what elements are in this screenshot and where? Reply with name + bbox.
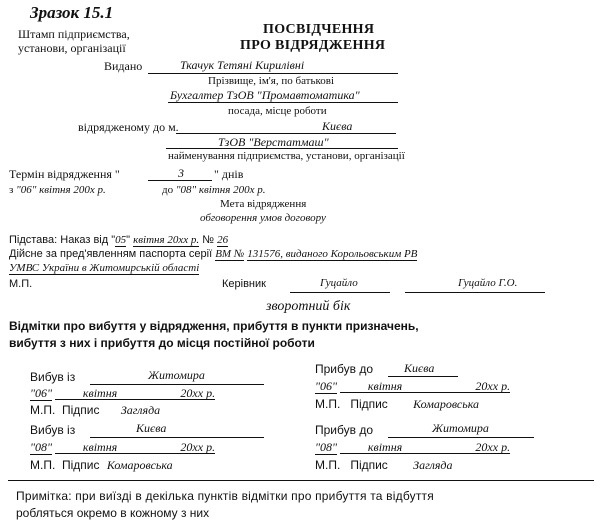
term-days: 3 (178, 166, 184, 180)
document-title-1: ПОСВІДЧЕННЯ (263, 22, 375, 37)
note-line-1: Примітка: при виїзді в декілька пунктів відмітки про прибуття та відбуття (16, 489, 434, 503)
block1-date: "06" квітня 20хх р. (30, 386, 216, 400)
block4-label: Прибув до (315, 423, 373, 437)
issued-name: Ткачук Тетяні Кирилівні (180, 58, 305, 72)
destination-org: ТзОВ "Верстатмаш" (218, 135, 329, 149)
block2-label: Прибув до (315, 362, 373, 376)
block4-sign: М.П. Підпис Загляда (315, 458, 453, 472)
block1-sign: М.П. Підпис Загляда (30, 403, 161, 417)
block3-label: Вибув із (30, 423, 76, 437)
reverse-heading-2: вибуття з них і прибуття до місця постійної роботи (9, 336, 315, 350)
block2-city: Києва (404, 361, 435, 375)
position-caption: посада, місце роботи (228, 105, 327, 117)
term-days-label: " днів (214, 167, 244, 181)
issued-label: Видано (104, 59, 143, 73)
block3-date: "08" квітня 20хх р. (30, 440, 216, 454)
passport-line-2: УМВС України в Житомирській області (9, 262, 200, 274)
basis-line: Підстава: Наказ від "05" квітня 20хх р. № 26 (9, 234, 229, 246)
block2-sign: М.П. Підпис Комаровська (315, 397, 480, 411)
document-title-2: ПРО ВІДРЯДЖЕННЯ (240, 38, 386, 53)
org-caption: найменування підприємства, установи, організації (168, 150, 405, 162)
block1-city: Житомира (148, 368, 205, 382)
passport-line: Дійсне за пред'явленням паспорта серії ВМ № 131576, виданого Корольовським РВ (9, 248, 418, 260)
stamp-line-1: Штамп підприємства, (18, 27, 130, 41)
reverse-title: зворотний бік (266, 299, 351, 314)
head-name: Гуцайло Г.О. (458, 277, 518, 289)
purpose-label: Мета відрядження (220, 198, 307, 210)
purpose-value: обговорення умов договору (200, 212, 326, 224)
reverse-heading-1: Відмітки про вибуття у відрядження, прибуття в пункти призначень, (9, 319, 419, 333)
block4-city: Житомира (432, 421, 489, 435)
separator-line (8, 480, 594, 481)
term-to: до "08" квітня 200х р. (162, 184, 266, 196)
head-signature: Гуцайло (320, 277, 358, 289)
note-line-2: робляться окремо в кожному з них (16, 506, 210, 520)
destination-label: відрядженому до м. (78, 120, 179, 134)
name-caption: Прізвище, ім'я, по батькові (208, 75, 335, 87)
block3-sign: М.П. Підпис Комаровська (30, 458, 173, 472)
block1-label: Вибув із (30, 370, 76, 384)
head-label: Керівник (222, 278, 266, 290)
sample-number: Зразок 15.1 (30, 3, 114, 22)
stamp-line-2: установи, організації (18, 41, 126, 55)
term-from: з "06" квітня 200х р. (9, 184, 106, 196)
destination-city: Києва (322, 119, 353, 133)
mp-stamp: М.П. (9, 278, 33, 290)
block3-city: Києва (136, 421, 167, 435)
term-label: Термін відрядження " (9, 167, 120, 181)
issued-position: Бухгалтер ТзОВ "Промавтоматика" (170, 88, 360, 102)
block2-date: "06" квітня 20хх р. (315, 379, 511, 393)
block4-date: "08" квітня 20хх р. (315, 440, 511, 454)
